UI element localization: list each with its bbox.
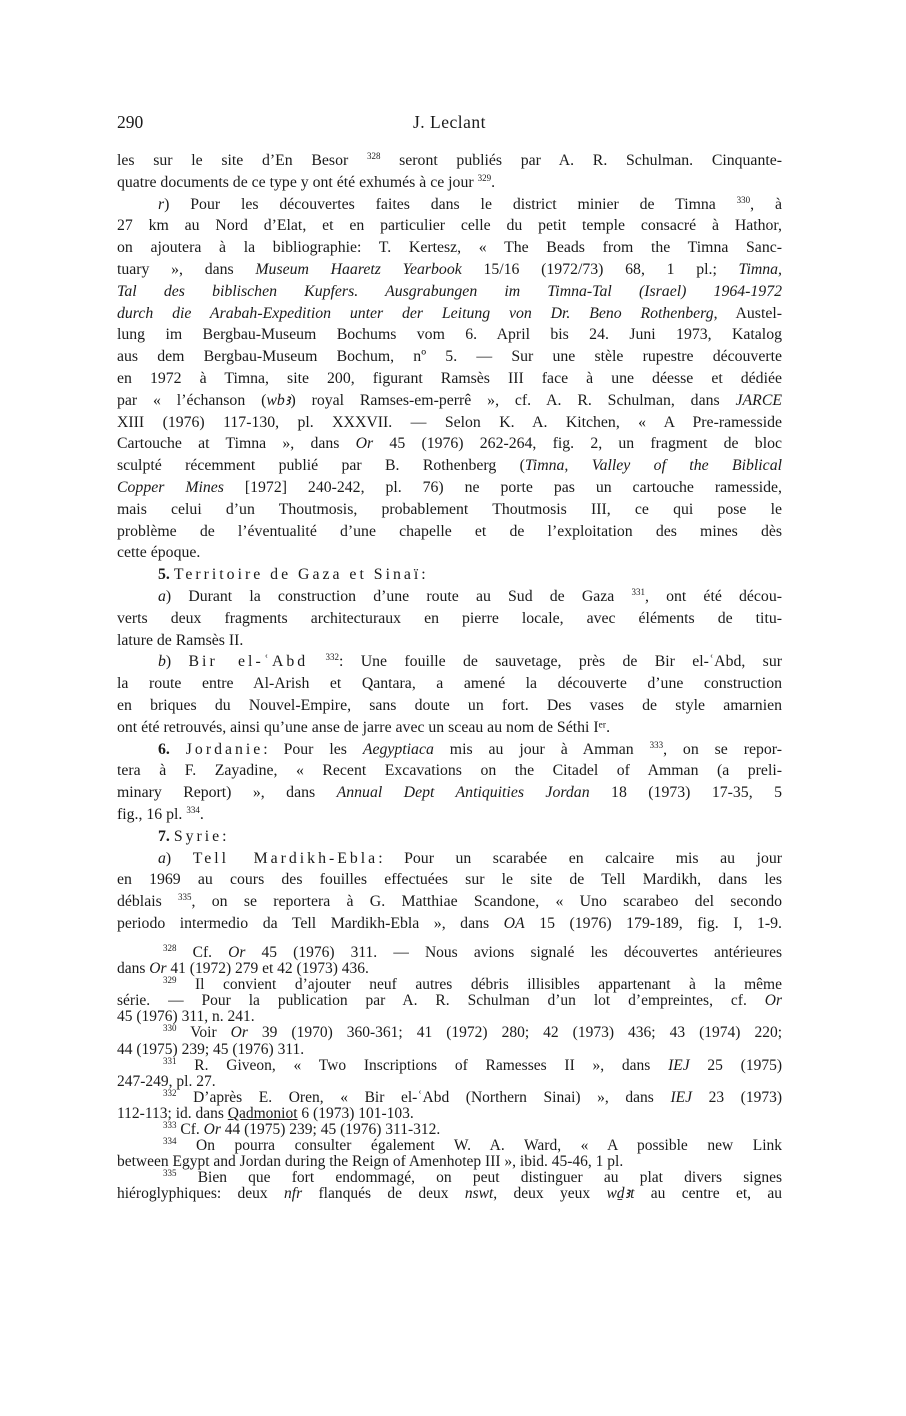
text-line: r) Pour les découvertes faites dans le district minier de Timna $^{330}$, à [158, 194, 782, 213]
text-line: mais celui d’un Thoutmosis, probablement Thoutmosis III, ce qui pose le [117, 500, 782, 518]
text-line: déblais $^{335}$, on se reportera à G. Matthiae Scandone, « Uno scarabeo del secondo [117, 892, 783, 911]
text-line: verts deux fragments architecturaux en pierre locale, avec éléments de titu- [117, 609, 782, 627]
text-line: en 1972 à Timna, site 200, figurant Ramsès III face à une déesse et dédiée [117, 369, 782, 387]
page-header [117, 112, 782, 138]
text-line: a) Tell Mardikh-Ebla: Pour un scarabée en calcaire mis au jour [158, 849, 782, 867]
footnote-line: $^{331}$ R. Giveon, « Two Inscriptions of Ramesses II », dans IEJ 25 (1975) [163, 1055, 782, 1074]
text-line: durch die Arabah-Expedition unter der Leitung von Dr. Beno Rothenberg, Austel- [117, 304, 782, 322]
text-line: tuary », dans Museum Haaretz Yearbook 15/16 (1972/73) 68, 1 pl.; Timna, [117, 260, 783, 278]
main-text [117, 150, 782, 935]
text-line: XIII (1976) 117-130, pl. XXXVII. — Selon K. A. Kitchen, « A Pre-ramesside [117, 413, 782, 431]
text-line: 27 km au Nord d’Elat, et en particulier celle du petit temple consacré à Hathor, [117, 217, 782, 235]
running-head: J. Leclant [412, 112, 487, 132]
footnote-line: $^{333}$ Cf. Or 44 (1975) 239; 45 (1976) 311-312. [163, 1120, 441, 1139]
text-line: la route entre Al-Arish et Qantara, a amené la découverte d’une construction [117, 675, 782, 693]
text-line: 7. Syrie: [158, 827, 227, 845]
text-line: les sur le site d’En Besor $^{328}$ seront publiés par A. R. Schulman. Cinquante- [117, 151, 783, 169]
text-line: Copper Mines [1972] 240-242, pl. 76) ne porte pas un cartouche ramesside, [117, 478, 782, 496]
footnote-line: $^{335}$ Bien que fort endommagé, on peut distinguer au plat divers signes [163, 1168, 782, 1187]
text-line: ont été retrouvés, ainsi qu’une anse de jarre avec un sceau au nom de Séthi Iᵉʳ. [117, 718, 611, 736]
text-line: 6. Jordanie: Pour les Aegyptiaca mis au jour à Amman $^{333}$, on se repor- [158, 739, 782, 758]
text-line: en briques du Nouvel-Empire, sans doute un fort. Des vases de style amarnien [117, 696, 782, 714]
text-line: aus dem Bergbau-Museum Bochum, nº 5. — Sur une stèle rupestre découverte [117, 348, 782, 366]
text-line: cette époque. [117, 544, 201, 562]
footnote-line: 45 (1976) 311, n. 241. [117, 1008, 255, 1026]
text-line: quatre documents de ce type y ont été exhumés à ce jour $^{329}$. [117, 172, 496, 191]
text-line: periodo intermedio da Tell Mardikh-Ebla », dans OA 15 (1976) 179-189, fig. I, 1-9. [117, 914, 782, 932]
text-line: fig., 16 pl. $^{334}$. [117, 804, 204, 823]
text-line: tera à F. Zayadine, « Recent Excavations on the Citadel of Amman (a preli- [117, 762, 782, 780]
text-line: en 1969 au cours des fouilles effectuées sur le site de Tell Mardikh, dans les [117, 871, 782, 889]
text-line: minary Report) », dans Annual Dept Antiquities Jordan 18 (1973) 17-35, 5 [117, 784, 783, 802]
text-line: 5. Territoire de Gaza et Sinaï: [158, 566, 426, 584]
footnote-line: 112-113; id. dans Qadmoniot 6 (1973) 101-103. [117, 1104, 414, 1122]
text-line: lature de Ramsès II. [117, 631, 244, 649]
text-line: on ajoutera à la bibliographie: T. Kertesz, « The Beads from the Timna Sanc- [117, 239, 782, 257]
footnote-line: hiéroglyphiques: deux nfr flanqués de deux nswt, deux yeux wḏꜣt au centre et, au [117, 1185, 782, 1203]
footnote-line: $^{332}$ D’après E. Oren, « Bir el-ʿAbd (Northern Sinai) », dans IEJ 23 (1973) [163, 1087, 783, 1106]
footnote-line: dans Or 41 (1972) 279 et 42 (1973) 436. [117, 960, 369, 978]
text-line: Cartouche at Timna », dans Or 45 (1976) 262-264, fig. 2, un fragment de bloc [117, 435, 782, 453]
text-line: par « l’échanson (wbꜣ) royal Ramses-em-perrê », cf. A. R. Schulman, dans JARCE [117, 391, 783, 409]
footnote-line: $^{330}$ Voir Or 39 (1970) 360-361; 41 (1972) 280; 42 (1973) 436; 43 (1974) 220; [163, 1023, 782, 1042]
text-line: Tal des biblischen Kupfers. Ausgrabungen im Timna-Tal (Israel) 1964-1972 [117, 282, 782, 300]
footnote-line: série. — Pour la publication par A. R. Schulman d’un lot d’empreintes, cf. Or [117, 992, 782, 1010]
text-line: lung im Bergbau-Museum Bochums vom 6. April bis 24. Juni 1973, Katalog [117, 326, 782, 344]
page-number: 290 [117, 112, 144, 132]
footnote-line: 44 (1975) 239; 45 (1976) 311. [117, 1040, 305, 1058]
footnote-line: between Egypt and Jordan during the Reign of Amenhotep III », ibid. 45-46, 1 pl. [117, 1153, 624, 1171]
footnote-line: 247-249, pl. 27. [117, 1072, 216, 1090]
footnote-line: $^{329}$ Il convient d’ajouter neuf autres débris illisibles appartenant à la même [163, 975, 782, 994]
footnotes [117, 945, 782, 1203]
text-line: a) Durant la construction d’une route au Sud de Gaza $^{331}$, ont été décou- [158, 586, 782, 605]
text-line: sculpté récemment publié par B. Rothenberg (Timna, Valley of the Biblical [117, 457, 782, 475]
footnote-line: $^{328}$ Cf. Or 45 (1976) 311. — Nous avions signalé les découvertes antérieures [163, 943, 782, 961]
footnote-line: $^{334}$ On pourra consulter également W. A. Ward, « A possible new Link [163, 1136, 782, 1155]
text-line: b) Bir el-ʿAbd $^{332}$: Une fouille de sauvetage, près de Bir el-ʿAbd, sur [158, 652, 782, 671]
text-line: problème de l’éventualité d’une chapelle et de l’exploitation des mines dès [117, 522, 782, 540]
